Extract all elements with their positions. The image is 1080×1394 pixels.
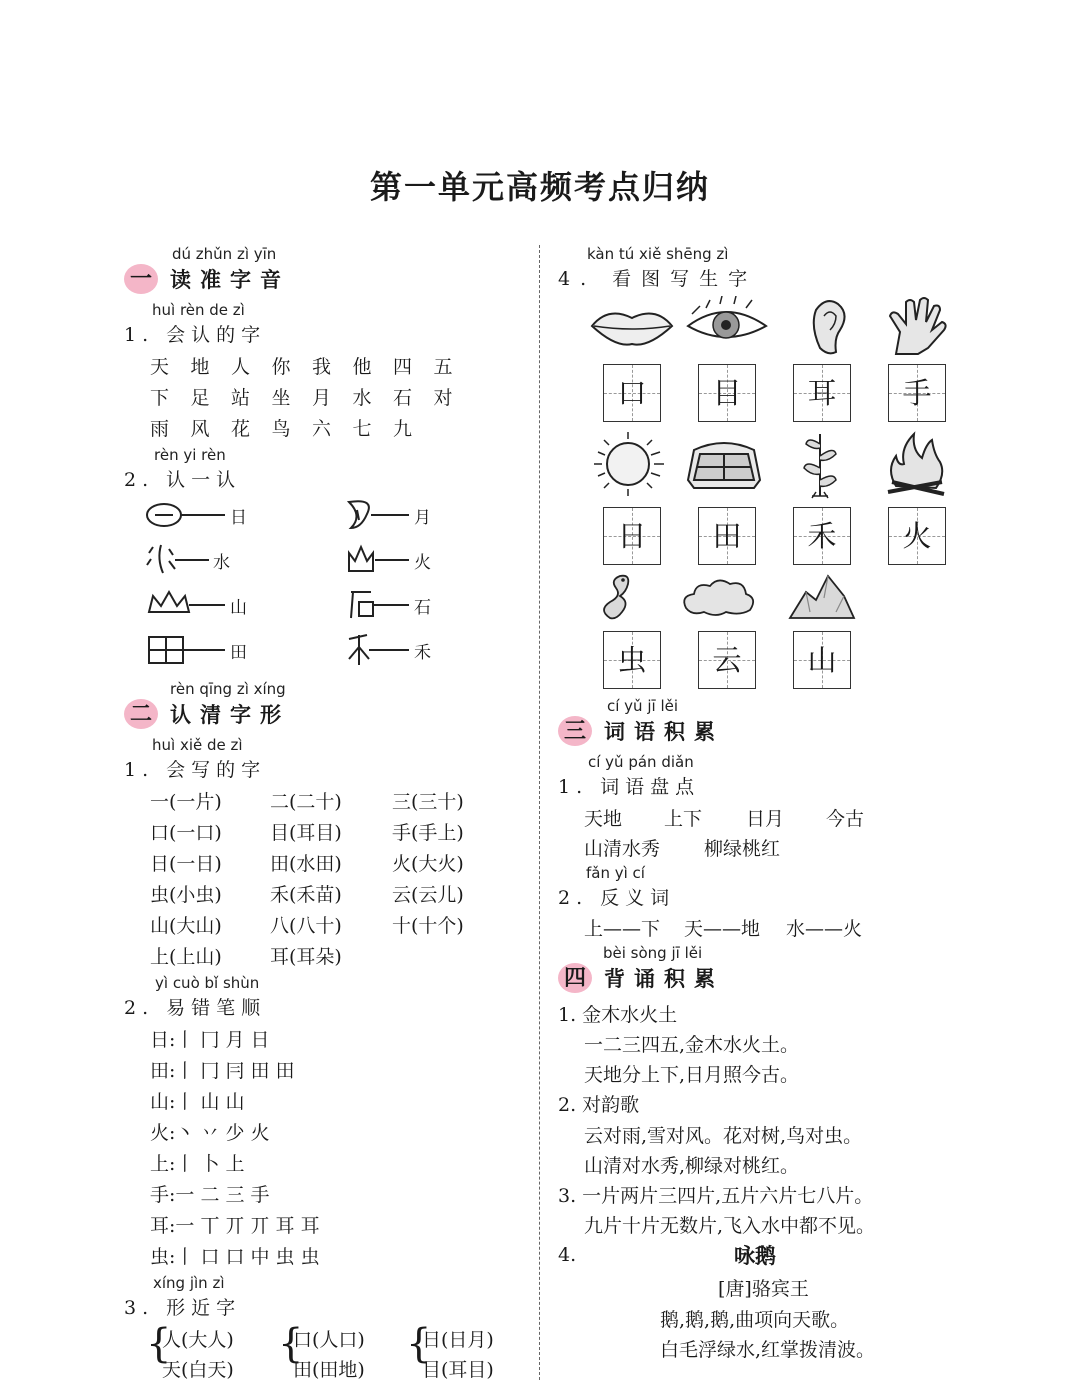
write-row-2: 口(一口) 目(耳目) 手(手上) [150, 822, 464, 844]
sun-icon [594, 432, 664, 496]
picture-row-3 [596, 572, 876, 624]
sec1-sub2-pinyin: rèn yi rèn [154, 446, 226, 464]
sec1-sub1-pinyin: huì rèn de zì [152, 301, 245, 319]
write-row-1: 一(一片) 二(二十) 三(三十) [150, 791, 464, 813]
char-row-3: 雨 风 花 鸟 六 七 九 [150, 418, 413, 440]
section-3-title: 词语积累 [604, 719, 724, 744]
writing-grid-cell[interactable]: 日 [603, 507, 661, 565]
writing-grid-cell[interactable]: 火 [888, 507, 946, 565]
recite-line: 九片十片无数片,飞入水中都不见。 [584, 1215, 876, 1237]
mountain-icon [790, 576, 854, 618]
recite-line: 云对雨,雪对风。花对树,鸟对虫。 [584, 1125, 863, 1147]
char-row-2: 下 足 站 坐 月 水 石 对 [150, 387, 453, 409]
section-1-badge: 一 [124, 264, 158, 294]
section-4-title: 背诵积累 [604, 966, 724, 991]
poem-line: 白毛浮绿水,红掌拨清波。 [660, 1339, 876, 1361]
stroke-row: 山:丨 山 山 [150, 1091, 245, 1113]
glyph-label-he: 禾 [414, 643, 431, 663]
ancient-glyphs [145, 498, 565, 678]
writing-grid-cell[interactable]: 耳 [793, 364, 851, 422]
section-3-badge: 三 [558, 716, 592, 746]
similar-char: 天(白天) [162, 1359, 234, 1381]
lips-icon [592, 314, 672, 345]
brace: { [406, 1321, 432, 1367]
glyph-label-huo: 火 [414, 553, 431, 573]
picture-row-1 [588, 296, 958, 358]
poem-line: 鹅,鹅,鹅,曲项向天歌。 [660, 1309, 850, 1331]
picture-row-2 [590, 430, 960, 500]
right-sub4-pinyin: kàn tú xiě shēng zì [587, 245, 729, 263]
eye-icon [688, 296, 766, 338]
writing-grid-cell[interactable]: 田 [698, 507, 756, 565]
write-row-3: 日(一日) 田(水田) 火(大火) [150, 853, 464, 875]
glyph-label-yue: 月 [414, 508, 431, 528]
moon-glyph-icon [349, 501, 409, 528]
sec2-pinyin: rèn qīng zì xíng [170, 680, 286, 698]
sec1-sub2-label: 2. 认一认 [124, 469, 242, 491]
stroke-row: 手:一 二 三 手 [150, 1184, 270, 1206]
brace: { [278, 1321, 304, 1367]
glyph-label-shui: 水 [213, 553, 230, 573]
word-row-2: 山清水秀 柳绿桃红 [584, 838, 781, 860]
section-2-header [124, 699, 424, 733]
sec3-sub2-label: 2. 反义词 [558, 887, 676, 909]
char-row-1: 天 地 人 你 我 他 四 五 [150, 356, 453, 378]
column-divider [539, 245, 540, 1380]
fire-icon [888, 434, 944, 494]
page-title: 第一单元高频考点归纳 [369, 168, 710, 206]
section-1-title: 读准字音 [170, 267, 290, 292]
similar-char: 田(田地) [293, 1359, 365, 1381]
ear-icon [814, 301, 845, 353]
recite-line: 3. 一片两片三四片,五片六片七八片。 [558, 1185, 874, 1207]
sec1-pinyin: dú zhǔn zì yīn [172, 245, 277, 263]
cloud-icon [684, 580, 753, 615]
writing-grid-cell[interactable]: 禾 [793, 507, 851, 565]
poem-title: 咏鹅 [734, 1243, 776, 1268]
write-row-5: 山(大山) 八(八十) 十(十个) [150, 915, 464, 937]
sun-glyph-icon [147, 504, 225, 526]
section-1-header [124, 264, 424, 298]
recite-line: 一二三四五,金木水火土。 [584, 1034, 800, 1056]
stroke-row: 火:丶 丷 少 火 [150, 1122, 270, 1144]
fire-glyph-icon [349, 547, 409, 571]
stroke-row: 上:丨 卜 上 [150, 1153, 245, 1175]
sec4-pinyin: bèi sòng jī lěi [603, 944, 703, 962]
field-glyph-icon [149, 637, 225, 663]
sec2-sub1-label: 1. 会写的字 [124, 759, 267, 781]
glyph-label-shi: 石 [414, 598, 431, 618]
writing-grid-cell[interactable]: 虫 [603, 631, 661, 689]
recite-line: 天地分上下,日月照今古。 [584, 1064, 800, 1086]
field-icon [688, 443, 760, 488]
glyph-label-shan: 山 [230, 598, 247, 618]
writing-grid-cell[interactable]: 手 [888, 364, 946, 422]
poem-number: 4. [558, 1244, 577, 1266]
worm-icon [604, 576, 628, 619]
brace: { [146, 1321, 172, 1367]
sec1-sub1-label: 1. 会认的字 [124, 324, 267, 346]
glyph-label-ri: 日 [230, 508, 247, 528]
stroke-row: 田:丨 冂 冃 田 田 [150, 1060, 295, 1082]
stroke-row: 耳:一 丅 丌 丌 耳 耳 [150, 1215, 320, 1237]
writing-grid-cell[interactable]: 目 [698, 364, 756, 422]
similar-char: 目(耳目) [422, 1359, 494, 1381]
writing-grid-cell[interactable]: 口 [603, 364, 661, 422]
sec2-sub2-pinyin: yì cuò bǐ shùn [155, 974, 260, 992]
writing-grid-cell[interactable]: 云 [698, 631, 756, 689]
sec3-sub1-label: 1. 词语盘点 [558, 776, 701, 798]
recite-line: 1. 金木水火土 [558, 1004, 678, 1026]
right-sub4-label: 4. 看图写生字 [558, 268, 758, 290]
hand-icon [890, 298, 946, 354]
section-2-badge: 二 [124, 699, 158, 729]
sec2-sub2-label: 2. 易错笔顺 [124, 997, 267, 1019]
similar-char: 日(日月) [422, 1329, 494, 1351]
sec2-sub1-pinyin: huì xiě de zì [152, 736, 243, 754]
rice-plant-icon [804, 434, 836, 498]
mountain-glyph-icon [149, 592, 225, 612]
recite-line: 2. 对韵歌 [558, 1094, 640, 1116]
similar-char: 人(大人) [162, 1329, 234, 1351]
grain-glyph-icon [349, 635, 409, 665]
antonym-row: 上——下 天——地 水——火 [584, 918, 863, 940]
stroke-row: 虫:丨 口 口 中 虫 虫 [150, 1246, 320, 1268]
sec2-sub3-pinyin: xíng jìn zì [153, 1274, 225, 1292]
word-row-1: 天地 上下 日月 今古 [584, 808, 865, 830]
similar-char: 口(人口) [293, 1329, 365, 1351]
sec2-sub3-label: 3. 形近字 [124, 1297, 242, 1319]
sec3-sub1-pinyin: cí yǔ pán diǎn [588, 753, 694, 771]
section-3-header [558, 716, 858, 750]
writing-grid-cell[interactable]: 山 [793, 631, 851, 689]
sec3-pinyin: cí yǔ jī lěi [607, 697, 679, 715]
write-row-6: 上(上山) 耳(耳朵) [150, 946, 342, 968]
section-4-badge: 四 [558, 963, 592, 993]
stroke-row: 日:丨 冂 月 日 [150, 1029, 270, 1051]
recite-line: 山清对水秀,柳绿对桃红。 [584, 1155, 800, 1177]
poem-author: [唐]骆宾王 [718, 1278, 809, 1300]
write-row-4: 虫(小虫) 禾(禾苗) 云(云儿) [150, 884, 464, 906]
section-2-title: 认清字形 [170, 702, 290, 727]
stone-glyph-icon [351, 592, 409, 618]
sec3-sub2-pinyin: fǎn yì cí [586, 864, 645, 882]
glyph-label-tian: 田 [230, 643, 247, 663]
section-4-header [558, 963, 858, 997]
water-glyph-icon [147, 545, 209, 573]
